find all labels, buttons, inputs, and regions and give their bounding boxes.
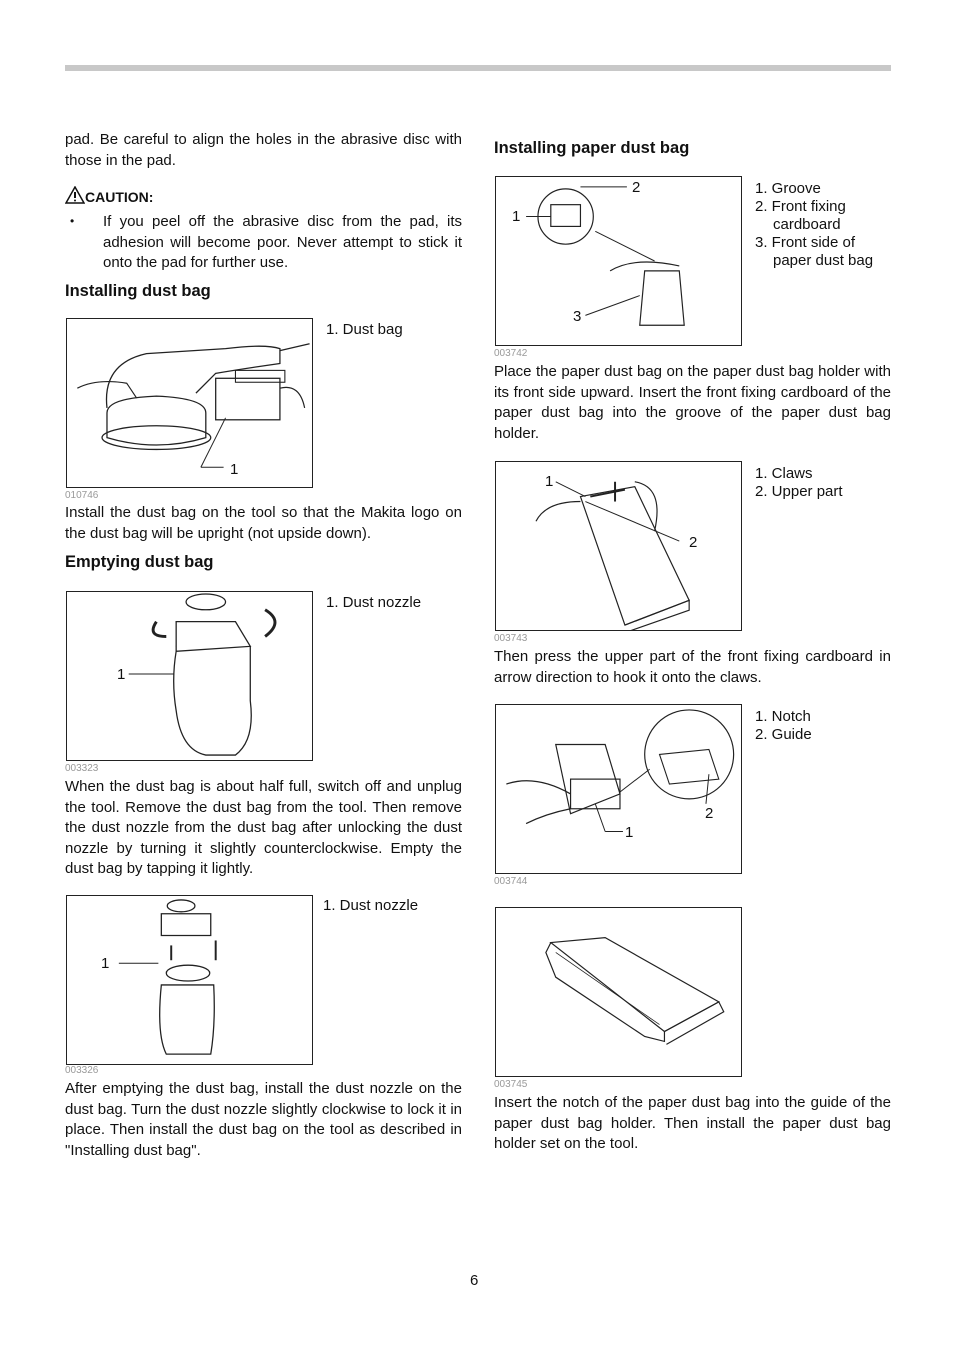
callout-1: 1: [545, 473, 554, 490]
figure-emptying-dust-bag-1: [66, 591, 313, 761]
legend-item: cardboard: [773, 216, 841, 233]
legend-paper-dust-bag-2: [755, 465, 843, 501]
emptying-dust-bag-text-2: After emptying the dust bag, install the dust nozzle on the dust bag. Turn the dust nozzle slightly clockwise to lock it in place. Then install the dust bag on the tool as described in "Installing dust bag".: [65, 1080, 462, 1159]
legend-item: 2. Upper part: [755, 483, 843, 500]
caution-bullet: •: [70, 214, 75, 228]
legend-item: 2. Front fixing: [755, 198, 846, 215]
paper-dust-bag-text-1: Place the paper dust bag on the paper dust bag holder with its front side upward. Insert the front fixing cardboard of the paper dust bag into the groove of the paper dust bag holder.: [494, 363, 891, 442]
callout-1: 1: [512, 208, 521, 225]
legend-paper-dust-bag-1: [755, 180, 873, 270]
legend-item: 1. Dust bag: [326, 321, 403, 338]
figure-code: 003743: [494, 633, 528, 644]
caution-label: CAUTION:: [85, 189, 154, 205]
figure-paper-dust-bag-3: [495, 704, 742, 874]
callout-2: 2: [632, 179, 641, 196]
emptying-dust-bag-text-1: When the dust bag is about half full, switch off and unplug the tool. Remove the dust bag from the tool. Then remove the dust nozzle from the dust bag after unlocking the dust nozzle by turning it slightly counterclockwise. Empty the dust bag by tapping it lightly.: [65, 778, 462, 877]
callout-1: 1: [230, 461, 239, 478]
callout-1: 1: [117, 666, 126, 683]
figure-code: 003745: [494, 1079, 528, 1090]
figure-code: 003326: [65, 1065, 99, 1076]
heading-emptying-dust-bag: Emptying dust bag: [65, 553, 214, 571]
legend-item: 1. Dust nozzle: [326, 594, 422, 611]
callout-2: 2: [705, 805, 714, 822]
callout-2: 2: [689, 534, 698, 551]
figure-paper-dust-bag-2: [495, 461, 742, 631]
legend-item: 3. Front side of: [755, 234, 856, 251]
legend-emptying-dust-bag-2: [323, 897, 418, 915]
legend-item: 1. Groove: [755, 180, 821, 197]
paper-dust-bag-text-2: Then press the upper part of the front fixing cardboard in arrow direction to hook it onto the claws.: [494, 648, 891, 686]
caution-text: If you peel off the abrasive disc from the pad, its adhesion will become poor. Never attempt to stick it onto the pad for further use.: [103, 213, 462, 271]
figure-paper-dust-bag-1: [495, 176, 742, 346]
callout-1: 1: [101, 955, 110, 972]
figure-emptying-dust-bag-2: [66, 895, 313, 1065]
figure-code: 003742: [494, 348, 528, 359]
legend-item: paper dust bag: [773, 252, 874, 269]
figure-installing-dust-bag: [66, 318, 313, 488]
legend-installing-dust-bag: [326, 321, 403, 339]
figure-code: 003323: [65, 763, 99, 774]
paper-dust-bag-text-3: Insert the notch of the paper dust bag into the guide of the paper dust bag holder. Then install the paper dust bag holder set on the tool.: [494, 1094, 891, 1152]
page-number: 6: [470, 1272, 479, 1289]
installing-dust-bag-text: Install the dust bag on the tool so that the Makita logo on the dust bag will be upright (not upside down).: [65, 504, 462, 542]
figure-paper-dust-bag-4: [495, 907, 742, 1077]
figure-code: 010746: [65, 490, 99, 501]
callout-1: 1: [625, 824, 634, 841]
legend-emptying-dust-bag-1: [326, 594, 421, 612]
heading-installing-paper-dust-bag: Installing paper dust bag: [494, 139, 690, 157]
legend-item: 1. Claws: [755, 465, 813, 482]
figure-code: 003744: [494, 876, 528, 887]
caution-heading: [65, 186, 153, 207]
legend-item: 1. Notch: [755, 708, 811, 725]
legend-item: 1. Dust nozzle: [323, 897, 419, 914]
legend-item: 2. Guide: [755, 726, 812, 743]
legend-paper-dust-bag-3: [755, 708, 812, 744]
heading-installing-dust-bag: Installing dust bag: [65, 282, 211, 300]
header-rule: [65, 65, 891, 71]
warning-icon: [65, 186, 85, 204]
callout-3: 3: [573, 308, 582, 325]
intro-paragraph: pad. Be careful to align the holes in the abrasive disc with those in the pad.: [65, 131, 462, 169]
